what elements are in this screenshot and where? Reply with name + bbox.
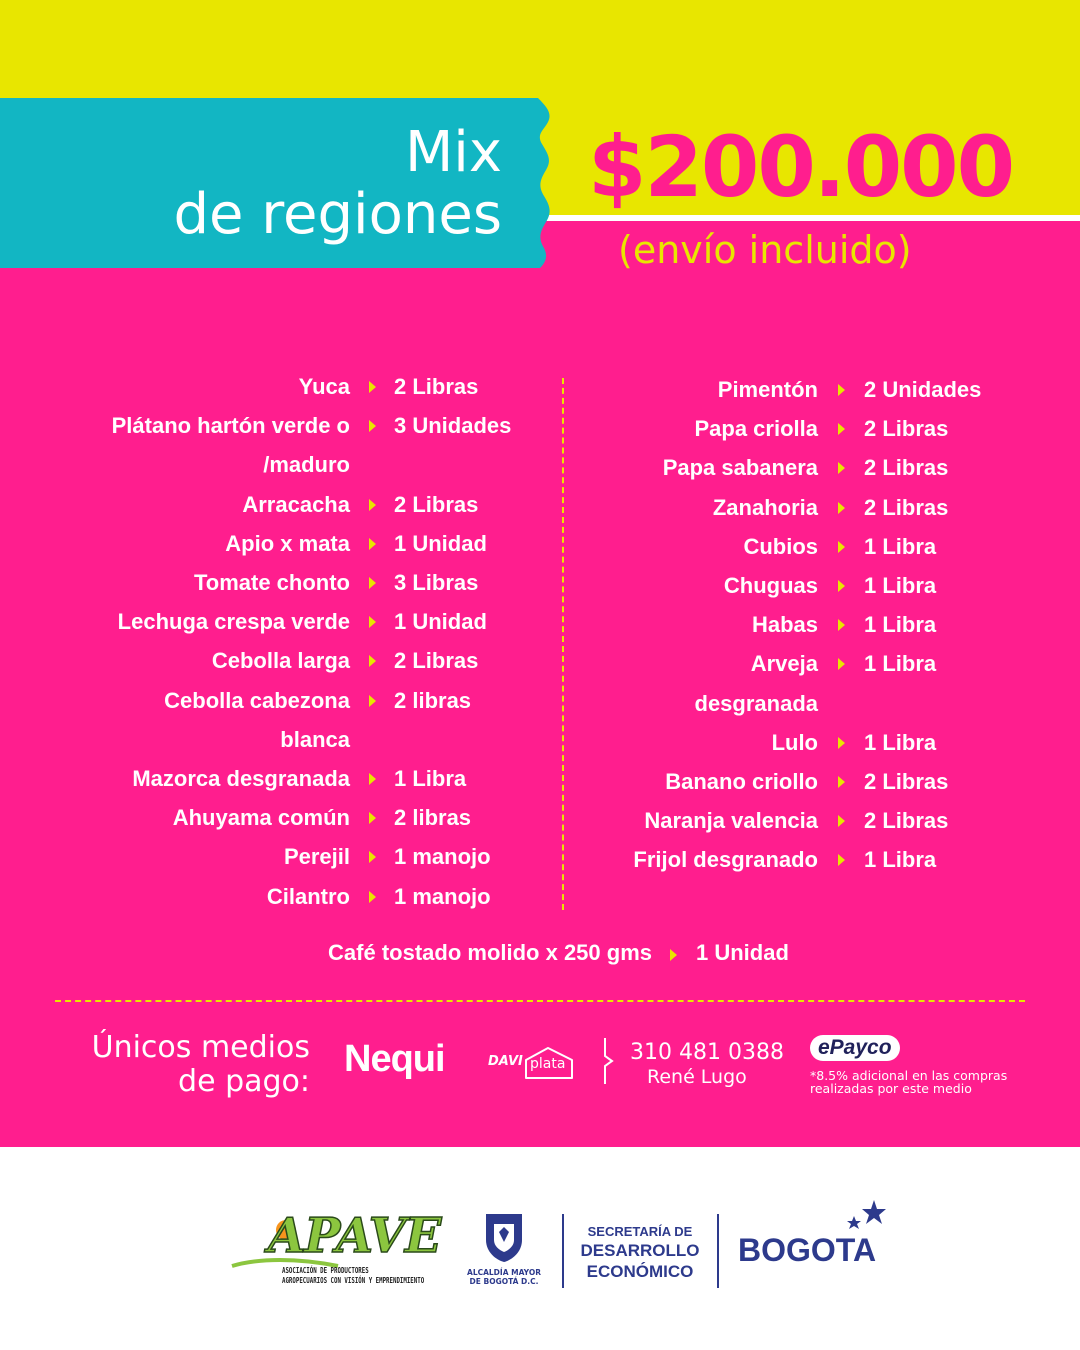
item-name: Naranja valencia [644,808,818,834]
arrow-icon [670,949,677,961]
epayco-note: *8.5% adicional en las compras realizadas por este medio [810,1068,1008,1096]
list-item [0,534,1080,573]
item-name: Papa sabanera [662,455,818,481]
item-name: Apio x mata [225,530,350,556]
column-divider [562,378,564,910]
alcaldia-line-1: ALCALDÍA MAYOR [467,1268,541,1277]
list-item [0,769,1080,808]
item-quantity: 1 Unidad [394,609,487,635]
secretaria-line-3: ECONÓMICO [586,1262,694,1281]
alcaldia-text [462,1268,546,1286]
bogota-stars-icon [838,1198,888,1242]
item-quantity: 2 Libras [394,648,479,674]
contact-name: René Lugo [647,1066,747,1088]
item-quantity: 2 Libras [864,455,949,481]
item-name: Cebolla cabezona [164,687,350,713]
apave-wordmark: APAVE [268,1208,441,1264]
item-name: Lulo [771,729,818,755]
epayco-logo: ePayco [810,1035,900,1061]
item-name: Frijol desgranado [633,847,818,873]
item-quantity: 1 manojo [394,844,491,870]
item-quantity: 3 Unidades [394,413,512,439]
alcaldia-line-2: DE BOGOTÁ D.C. [469,1277,539,1286]
list-item-coffee [0,940,1080,970]
daviplata-logo [488,1040,584,1088]
item-name: Lechuga crespa verde [117,609,350,635]
item-name: Zanahoria [712,494,818,520]
list-item [0,730,1080,769]
item-quantity: 1 Unidad [696,940,789,965]
arrow-icon [838,502,845,514]
item-name: Plátano hartón verde o [111,413,350,439]
item-quantity: 2 Libras [394,374,479,399]
item-quantity: 1 Libra [864,729,937,755]
item-name-continued: blanca [280,726,350,752]
item-quantity: 1 Libra [864,651,937,677]
secretaria-logo [580,1224,700,1282]
item-name: Perejil [283,844,350,870]
title-line-2: de regiones [173,182,502,247]
apave-tagline [282,1266,424,1286]
nequi-text: Nequi [344,1038,445,1080]
arrow-icon [838,580,845,592]
arrow-icon [838,423,845,435]
item-quantity: 2 libras [394,805,472,831]
item-name: Habas [751,612,818,638]
arrow-icon [369,891,376,903]
arrow-icon [838,776,845,788]
daviplata-suffix: plata [530,1056,566,1072]
nequi-logo [344,1038,445,1081]
item-name: Banano criollo [665,769,818,794]
list-item [0,495,1080,534]
daviplata-prefix: DAVI [488,1054,523,1069]
arrow-icon [838,854,845,866]
item-quantity: 2 Libras [864,494,949,520]
item-name: Pimentón [717,377,818,402]
price: $200.000 [588,118,1014,216]
item-quantity: 2 Libras [864,808,949,834]
apave-tagline-1: ASOCIACIÓN DE PRODUCTORES [282,1266,369,1275]
footer-separator-2 [717,1214,719,1288]
arrow-icon [838,462,845,474]
item-quantity: 2 Libras [864,769,949,794]
item-quantity: 1 Libra [864,573,937,598]
list-item [0,808,1080,847]
payment-label-line2: de pago: [178,1064,310,1099]
item-quantity: 1 Libra [864,533,937,559]
arrow-icon [838,619,845,631]
bogota-shield-icon [482,1210,526,1268]
item-quantity: 1 Libra [864,847,937,873]
secretaria-line-1: SECRETARÍA DE [587,1224,693,1239]
footer [0,1147,1080,1350]
list-item [0,416,1080,455]
item-quantity: 1 manojo [394,883,491,909]
section-divider [55,1000,1025,1002]
item-name: Chuguas [723,573,818,598]
list-item [0,847,1080,886]
item-quantity: 2 libras [394,687,472,713]
item-quantity: 1 Unidad [394,530,487,556]
item-name: Cubios [743,533,818,559]
item-name: Arracacha [242,491,350,517]
arrow-icon [838,737,845,749]
item-name: Papa criolla [694,416,818,442]
item-name: Mazorca desgranada [132,766,350,791]
list-item [0,455,1080,494]
list-item [0,884,1080,923]
item-quantity: 2 Libras [864,416,949,442]
item-name: Arveja [750,651,818,677]
list-item [0,651,1080,729]
arrow-icon [838,541,845,553]
list-item [0,612,1080,651]
item-name-continued: /maduro [263,452,350,478]
secretaria-line-2: DESARROLLO [580,1241,700,1260]
item-quantity: 3 Libras [394,570,479,595]
footer-separator-1 [562,1214,564,1288]
payment-label-line1: Únicos medios [91,1030,310,1065]
arrow-icon [838,658,845,670]
item-name: Tomate chonto [193,570,350,595]
item-name: Café tostado molido x 250 gms [328,940,652,965]
apave-tagline-2: AGROPECUARIOS CON VISIÓN Y EMPRENDIMIENTO [282,1276,425,1285]
item-quantity: 2 Libras [394,491,479,517]
bogota-logo: BOGOTA [738,1232,877,1268]
arrow-icon [838,384,845,396]
payment-separator-icon [600,1036,616,1090]
item-name: Cebolla larga [211,648,350,674]
item-name: Ahuyama común [172,805,350,831]
item-name-continued: desgranada [694,690,818,716]
item-quantity: 2 Unidades [864,377,982,402]
phone-number: 310 481 0388 [630,1040,784,1065]
item-quantity: 1 Libra [394,766,467,791]
list-item [0,377,1080,416]
arrow-icon [838,815,845,827]
item-name: Cilantro [266,883,350,909]
shipping-note: (envío incluido) [618,228,912,272]
list-item [0,573,1080,612]
item-quantity: 1 Libra [864,612,937,638]
item-name: Yuca [298,374,350,399]
title-line-1: Mix [404,120,502,185]
